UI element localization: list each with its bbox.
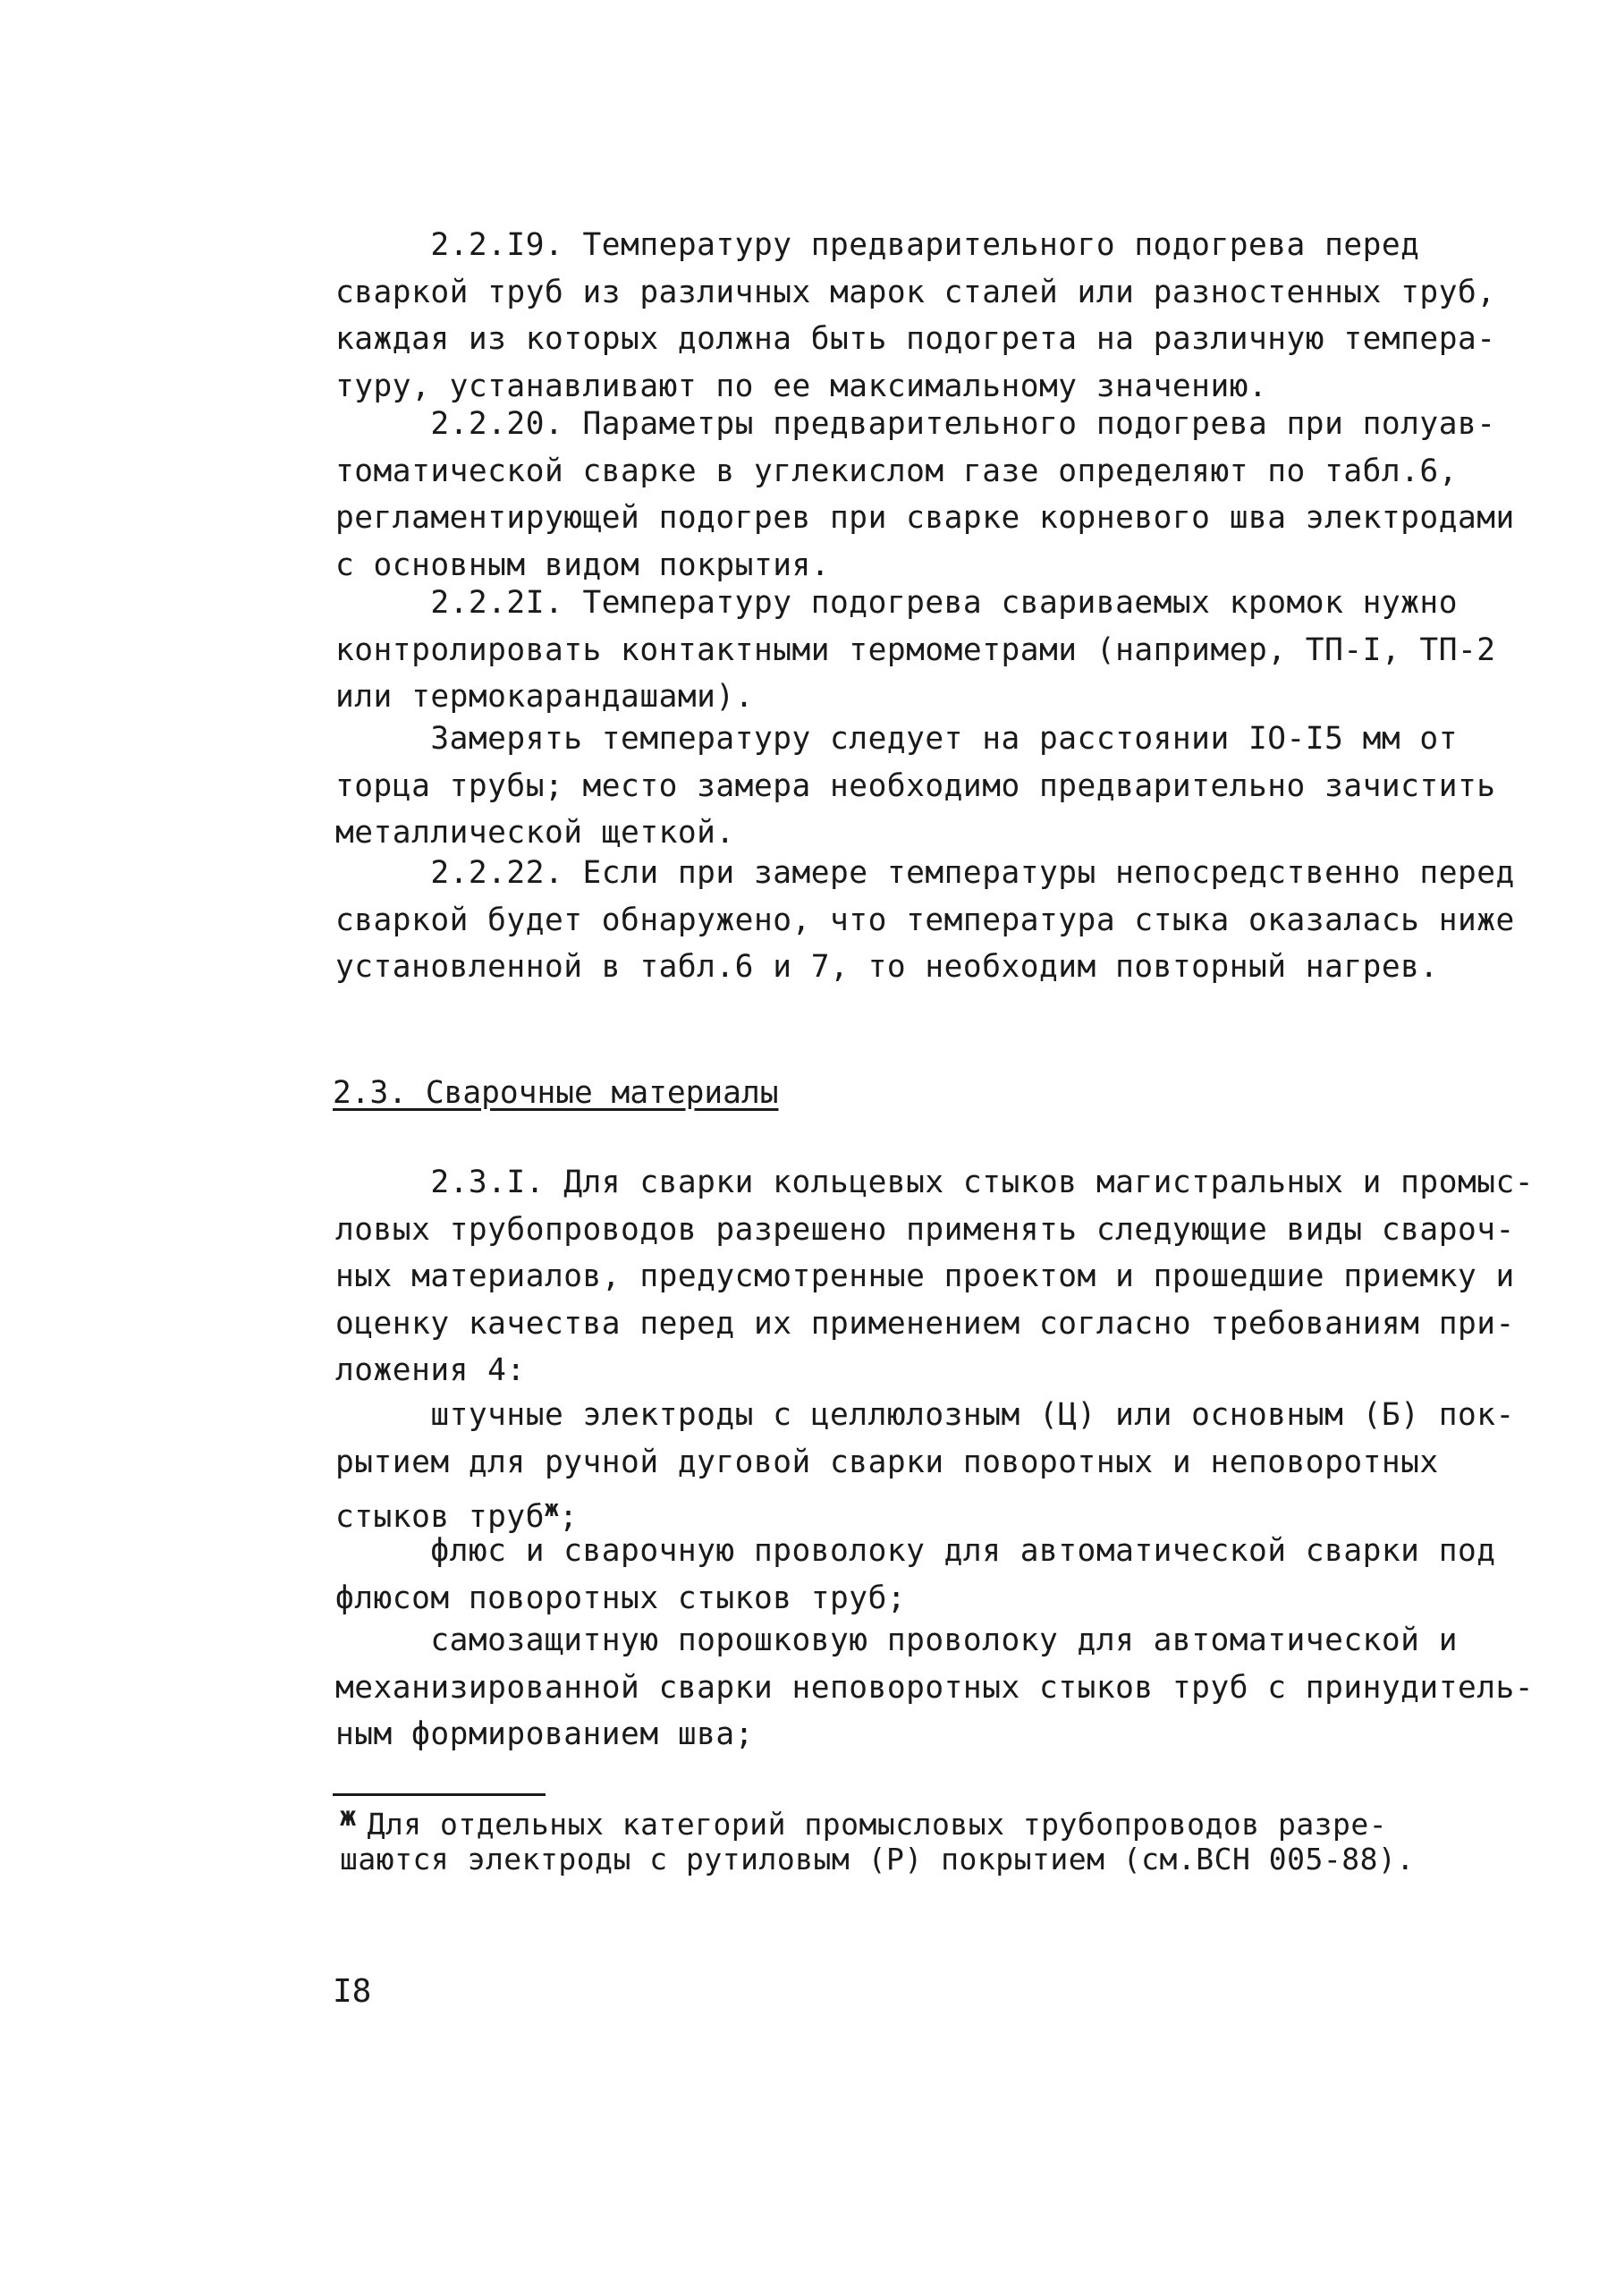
footnote-mark: ж xyxy=(340,1801,357,1833)
text-line: торца трубы; место замера необходимо предварительно зачистить xyxy=(335,767,1496,804)
section-heading: 2.3. Сварочные материалы xyxy=(333,1075,779,1111)
paragraph-2-2-21 xyxy=(335,580,1498,721)
paragraph-2-2-22 xyxy=(335,850,1515,991)
list-item-flux-wire xyxy=(335,1528,1498,1622)
footnote-line: шаются электроды с рутиловым (Р) покрытием (см.ВСН 005-88). xyxy=(340,1842,1415,1877)
text-fragment: стыков труб xyxy=(335,1499,545,1535)
text-line: ным формированием шва; xyxy=(335,1716,754,1752)
text-line: томатической сварке в углекислом газе определяют по табл.6, xyxy=(335,453,1458,489)
paragraph-2-2-19 xyxy=(335,222,1498,410)
text-line: или термокарандашами). xyxy=(335,679,754,715)
text-line: 2.2.22. Если при замере температуры непосредственно перед xyxy=(335,855,1515,891)
text-line: ловых трубопроводов разрешено применять следующие виды свароч- xyxy=(335,1211,1515,1248)
paragraph-measure-temperature xyxy=(335,716,1498,857)
footnote-reference: ж xyxy=(544,1495,560,1522)
paragraph-2-3-1 xyxy=(335,1159,1535,1394)
text-line: туру, устанавливают по ее максимальному значению. xyxy=(335,368,1268,404)
text-line: металлической щеткой. xyxy=(335,815,735,851)
page-number: I8 xyxy=(333,1973,372,2010)
text-line: самозащитную порошковую проволоку для автоматической и xyxy=(335,1622,1458,1658)
text-line: флюсом поворотных стыков труб; xyxy=(335,1580,907,1616)
text-line: сваркой будет обнаружено, что температура стыка оказалась ниже xyxy=(335,902,1515,938)
text-line: с основным видом покрытия. xyxy=(335,546,831,583)
footnote-text: Для отдельных категорий промысловых трубопроводов разре- xyxy=(367,1807,1388,1842)
text-line: ложения 4: xyxy=(335,1352,526,1388)
text-line: каждая из которых должна быть подогрета на различную темпера- xyxy=(335,321,1496,357)
text-line: регламентирующей подогрев при сварке корневого шва электродами xyxy=(335,500,1515,536)
list-item-flux-cored-wire xyxy=(335,1617,1535,1758)
footnote-line xyxy=(340,1800,1502,1842)
text-line: 2.2.20. Параметры предварительного подогрева при полуав- xyxy=(335,406,1496,442)
text-line: механизированной сварки неповоротных стыков труб с принудитель- xyxy=(335,1669,1535,1706)
footnote xyxy=(340,1800,1502,1877)
text-line: рытием для ручной дуговой сварки поворотных и неповоротных xyxy=(335,1444,1439,1480)
text-line: установленной в табл.6 и 7, то необходим повторный нагрев. xyxy=(335,949,1439,985)
text-line: контролировать контактными термометрами (например, ТП-I, ТП-2 xyxy=(335,631,1496,668)
text-line: штучные электроды с целлюлозным (Ц) или основным (Б) пок- xyxy=(335,1397,1515,1433)
text-line: 2.2.I9. Температуру предварительного подогрева перед xyxy=(335,227,1420,263)
footnote-divider xyxy=(333,1793,546,1796)
text-line: 2.2.2I. Температуру подогрева свариваемых кромок нужно xyxy=(335,585,1458,621)
list-item-electrodes xyxy=(335,1392,1515,1541)
text-line: флюс и сварочную проволоку для автоматической сварки под xyxy=(335,1533,1496,1569)
paragraph-2-2-20 xyxy=(335,401,1515,589)
text-line: ных материалов, предусмотренные проектом и прошедшие приемку и xyxy=(335,1258,1515,1294)
text-line: сваркой труб из различных марок сталей или разностенных труб, xyxy=(335,274,1496,310)
text-line: оценку качества перед их применением согласно требованиям при- xyxy=(335,1305,1515,1342)
text-line: Замерять температуру следует на расстоянии IO-I5 мм от xyxy=(335,721,1458,757)
text-line: 2.3.I. Для сварки кольцевых стыков магистральных и промыс- xyxy=(335,1165,1535,1200)
text-fragment: ; xyxy=(559,1499,579,1535)
